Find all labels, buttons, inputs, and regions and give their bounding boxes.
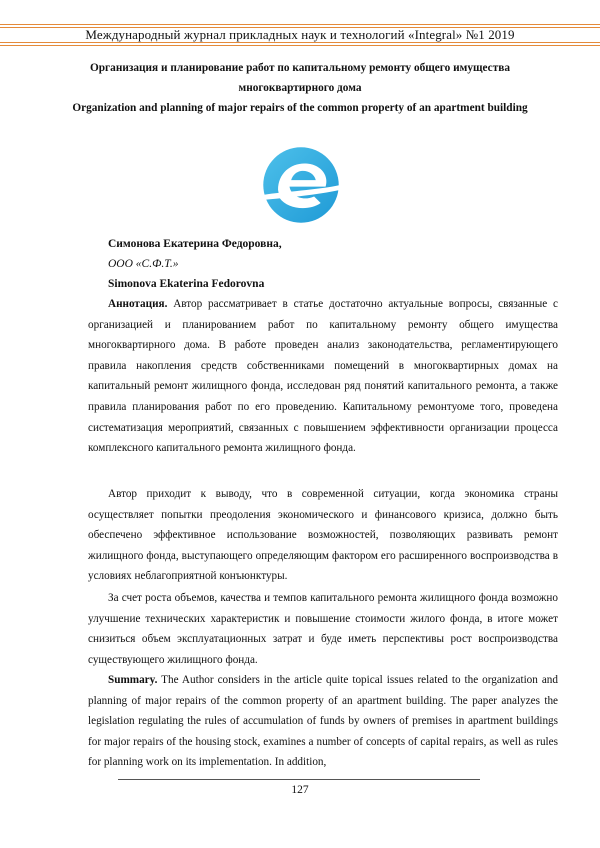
page-number: 127 <box>291 784 309 796</box>
author-name-ru: Симонова Екатерина Федоровна, <box>108 238 282 250</box>
e-letter-logo-icon <box>260 144 342 226</box>
article-title-ru: Организация и планирование работ по капитальному ремонту общего имущества многоквартирного дома <box>89 62 510 94</box>
annotation-label: Аннотация. <box>108 298 168 310</box>
summary-paragraph <box>88 670 558 773</box>
footer-rule <box>118 779 480 780</box>
journal-title: Международный журнал прикладных наук и технологий «Integral» №1 2019 <box>85 27 515 42</box>
article-title-en: Organization and planning of major repairs of the common property of an apartment building <box>72 102 528 114</box>
summary-text: The Author considers in the article quite topical issues related to the organization and planning of major repairs of the common property of an apartment building. The paper analyzes the legislation regulating the rules of accumulation of funds by owners of premises in apartment buildings for major repairs of the housing stock, examines a number of concepts of capital repairs, as well as rules for planning work on its implementation. In addition, <box>88 674 558 769</box>
author-name-en: Simonova Ekaterina Fedorovna <box>108 278 265 290</box>
annotation-text: Автор рассматривает в статье достаточно актуальные вопросы, связанные с организацией и планированием работ по капитальному ремонту общего имущества многоквартирного дома. В работе проведен анализ законодательства, регламентирующего правила накопления средств собственниками помещений в многоквартирных домах на капитальный ремонт жилищного фонда, исследован ряд понятий капитального ремонта, а также правила планирования работ по его проведению. Капитальному ремонтуоме того, проведена систематизация мероприятий, связанных с повышением эффективности организации процесса комплексного капитального ремонта жилищного фонда. <box>88 298 558 455</box>
summary-label: Summary. <box>108 674 158 686</box>
author-organization: ООО «С.Ф.Т.» <box>108 258 179 270</box>
growth-paragraph: За счет роста объемов, качества и темпов капитального ремонта жилищного фонда возможно улучшение технических характеристик и повышение стоимости жилого фонда, в итоге может снизиться объем эксплуатационных затрат и буде иметь перспективы рост воспроизводства существующего жилищного фонда. <box>88 592 558 666</box>
annotation-paragraph <box>88 294 558 459</box>
conclusion-paragraph: Автор приходит к выводу, что в современной ситуации, когда экономика страны осуществляет попытки преодоления экономического и финансового кризиса, должно быть обеспечено эффективное использование возможностей, позволяющих развивать ремонт жилищного фонда, выступающего определяющим фактором его расширенного воспроизводства в условиях неблагоприятной конъюнктуры. <box>88 488 558 583</box>
